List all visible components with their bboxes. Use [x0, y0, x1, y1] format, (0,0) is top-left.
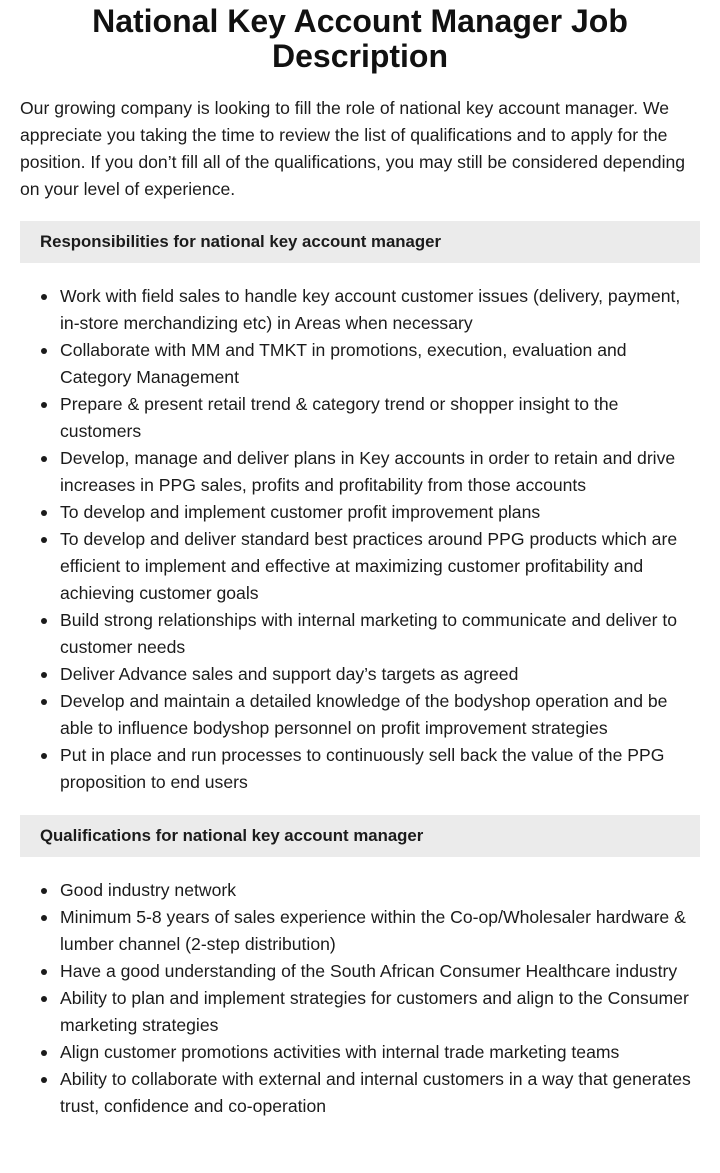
responsibilities-header: [20, 221, 700, 263]
list-item: Align customer promotions activities with internal trade marketing teams: [20, 1039, 700, 1066]
list-item: To develop and deliver standard best practices around PPG products which are efficient to implement and effective at maximizing customer profitability and achieving customer goals: [20, 526, 700, 607]
list-item: Ability to collaborate with external and internal customers in a way that generates trust, confidence and co-operation: [20, 1066, 700, 1120]
list-item: Develop, manage and deliver plans in Key accounts in order to retain and drive increases in PPG sales, profits and profitability from those accounts: [20, 445, 700, 499]
list-item: Ability to plan and implement strategies for customers and align to the Consumer marketing strategies: [20, 985, 700, 1039]
list-item: Have a good understanding of the South African Consumer Healthcare industry: [20, 958, 700, 985]
list-item: Deliver Advance sales and support day’s targets as agreed: [20, 661, 700, 688]
intro-paragraph: Our growing company is looking to fill the role of national key account manager. We appreciate you taking the time to review the list of qualifications and to apply for the position. If you don’t fill all of the qualifications, you may still be considered depending on your level of experience.: [20, 98, 686, 199]
qualifications-heading: Qualifications for national key account manager: [40, 826, 424, 845]
list-item: Develop and maintain a detailed knowledge of the bodyshop operation and be able to influence bodyshop personnel on profit improvement strategies: [20, 688, 700, 742]
list-item: To develop and implement customer profit improvement plans: [20, 499, 700, 526]
list-item: Minimum 5-8 years of sales experience within the Co-op/Wholesaler hardware & lumber channel (2-step distribution): [20, 904, 700, 958]
page-title: National Key Account Manager Job Description: [92, 3, 628, 74]
qualifications-list: [20, 877, 700, 1120]
responsibilities-heading: Responsibilities for national key account manager: [40, 232, 441, 251]
list-item: Build strong relationships with internal marketing to communicate and deliver to customer needs: [20, 607, 700, 661]
list-item: Prepare & present retail trend & category trend or shopper insight to the customers: [20, 391, 700, 445]
list-item: Put in place and run processes to continuously sell back the value of the PPG proposition to end users: [20, 742, 700, 796]
responsibilities-list: [20, 283, 700, 796]
list-item: Work with field sales to handle key account customer issues (delivery, payment, in-store merchandizing etc) in Areas when necessary: [20, 283, 700, 337]
list-item: Collaborate with MM and TMKT in promotions, execution, evaluation and Category Management: [20, 337, 700, 391]
list-item: Good industry network: [20, 877, 700, 904]
qualifications-header: [20, 815, 700, 857]
